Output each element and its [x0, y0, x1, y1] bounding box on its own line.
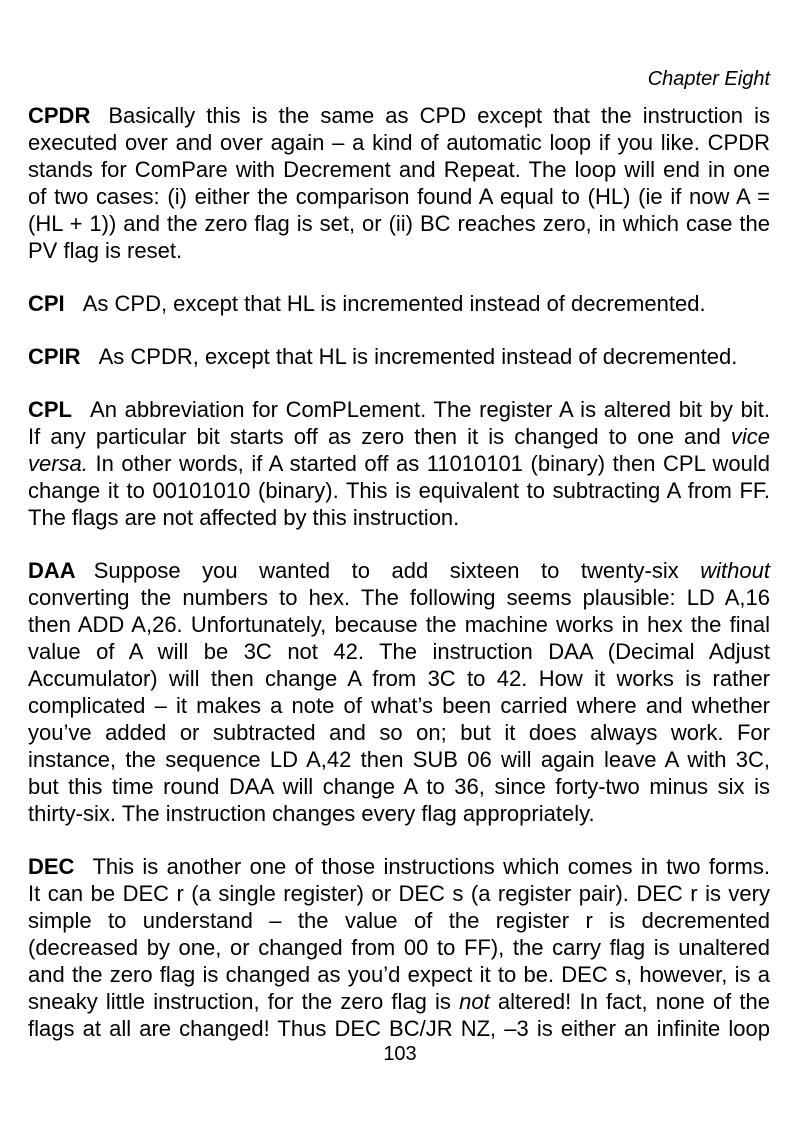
page-number: 103	[383, 1043, 417, 1065]
text-run: converting the numbers to hex. The following seems plausible: LD A,16	[28, 585, 770, 610]
text-run: It can be DEC r (a single register) or DEC s (a register pair). DEC r is very	[28, 881, 770, 906]
instruction-keyword: CPIR	[28, 344, 81, 369]
text-line	[28, 880, 770, 907]
text-run: then ADD A,26. Unfortunately, because the machine works in hex the final	[28, 612, 770, 637]
text-run: flags at all are changed! Thus DEC BC/JR NZ, –3 is either an infinite loop	[28, 1016, 770, 1041]
text-line	[28, 504, 770, 531]
instruction-keyword: CPDR	[28, 103, 91, 128]
text-line	[28, 853, 770, 880]
text-run: stands for ComPare with Decrement and Repeat. The loop will end in one	[28, 157, 770, 182]
text-line	[28, 237, 770, 264]
paragraph-cpi	[28, 290, 770, 317]
text-line	[28, 183, 770, 210]
text-run: As CPDR, except that HL is incremented instead of decremented.	[98, 344, 738, 369]
text-run: Accumulator) will then change A from 3C to 42. How it works is rather	[28, 666, 770, 691]
paragraph-cpl	[28, 396, 770, 531]
text-line	[28, 907, 770, 934]
paragraph-dec	[28, 853, 770, 1042]
text-line	[28, 961, 770, 988]
text-run: simple to understand – the value of the register r is decremented	[28, 908, 770, 933]
text-run: The flags are not affected by this instruction.	[28, 505, 460, 530]
text-line	[28, 210, 770, 237]
text-run: (HL + 1)) and the zero flag is set, or (ii) BC reaches zero, in which case the	[28, 211, 770, 236]
text-line	[28, 450, 770, 477]
text-line	[28, 477, 770, 504]
italic-text-run: not	[459, 989, 490, 1014]
text-run: PV flag is reset.	[28, 238, 183, 263]
text-line	[28, 396, 770, 423]
text-run: altered! In fact, none of the	[489, 989, 770, 1014]
text-run: (decreased by one, or changed from 00 to FF), the carry flag is unaltered	[28, 935, 770, 960]
paragraph-cpdr	[28, 102, 770, 264]
text-line	[28, 584, 770, 611]
text-run: and the zero flag is changed as you’d expect it to be. DEC s, however, is a	[28, 962, 770, 987]
text-line	[28, 102, 770, 129]
text-line	[28, 746, 770, 773]
text-line	[28, 773, 770, 800]
text-run: but this time round DAA will change A to 36, since forty-two minus six is	[28, 774, 770, 799]
text-line	[28, 1015, 770, 1042]
text-line	[28, 129, 770, 156]
text-run: In other words, if A started off as 11010101 (binary) then CPL would	[87, 451, 770, 476]
text-line	[28, 692, 770, 719]
text-line	[28, 290, 770, 317]
italic-text-run: versa.	[28, 451, 88, 476]
instruction-keyword: CPI	[28, 291, 65, 316]
text-line	[28, 934, 770, 961]
text-run: Suppose you wanted to add sixteen to twenty-six	[93, 558, 701, 583]
text-line	[28, 638, 770, 665]
italic-text-run: without	[700, 558, 770, 583]
text-run: Basically this is the same as CPD except that the instruction is	[108, 103, 770, 128]
text-line	[28, 800, 770, 827]
text-run: sneaky little instruction, for the zero flag is	[28, 989, 460, 1014]
text-line	[28, 611, 770, 638]
text-run: complicated – it makes a note of what’s been carried where and whether	[28, 693, 770, 718]
chapter-header: Chapter Eight	[647, 68, 770, 90]
text-line	[28, 557, 770, 584]
text-run: instance, the sequence LD A,42 then SUB 06 will again leave A with 3C,	[28, 747, 770, 772]
text-line	[28, 988, 770, 1015]
text-run: thirty-six. The instruction changes every flag appropriately.	[28, 801, 595, 826]
text-line	[28, 423, 770, 450]
text-run: of two cases: (i) either the comparison found A equal to (HL) (ie if now A =	[28, 184, 770, 209]
page-body-text	[28, 102, 770, 1042]
text-run: change it to 00101010 (binary). This is equivalent to subtracting A from FF.	[28, 478, 770, 503]
text-run: executed over and over again – a kind of automatic loop if you like. CPDR	[28, 130, 770, 155]
text-run: As CPD, except that HL is incremented instead of decremented.	[82, 291, 706, 316]
text-line	[28, 156, 770, 183]
instruction-keyword: DAA	[28, 558, 76, 583]
text-run: An abbreviation for ComPLement. The register A is altered bit by bit.	[90, 397, 770, 422]
paragraph-cpir	[28, 343, 770, 370]
instruction-keyword: DEC	[28, 854, 75, 879]
text-run: This is another one of those instructions which comes in two forms.	[92, 854, 770, 879]
text-line	[28, 719, 770, 746]
paragraph-daa	[28, 557, 770, 827]
instruction-keyword: CPL	[28, 397, 72, 422]
text-run: If any particular bit starts off as zero then it is changed to one and	[28, 424, 731, 449]
text-line	[28, 665, 770, 692]
text-line	[28, 343, 770, 370]
italic-text-run: vice	[730, 424, 770, 449]
text-run: value of A will be 3C not 42. The instruction DAA (Decimal Adjust	[28, 639, 770, 664]
text-run: you’ve added or subtracted and so on; but it does always work. For	[28, 720, 770, 745]
